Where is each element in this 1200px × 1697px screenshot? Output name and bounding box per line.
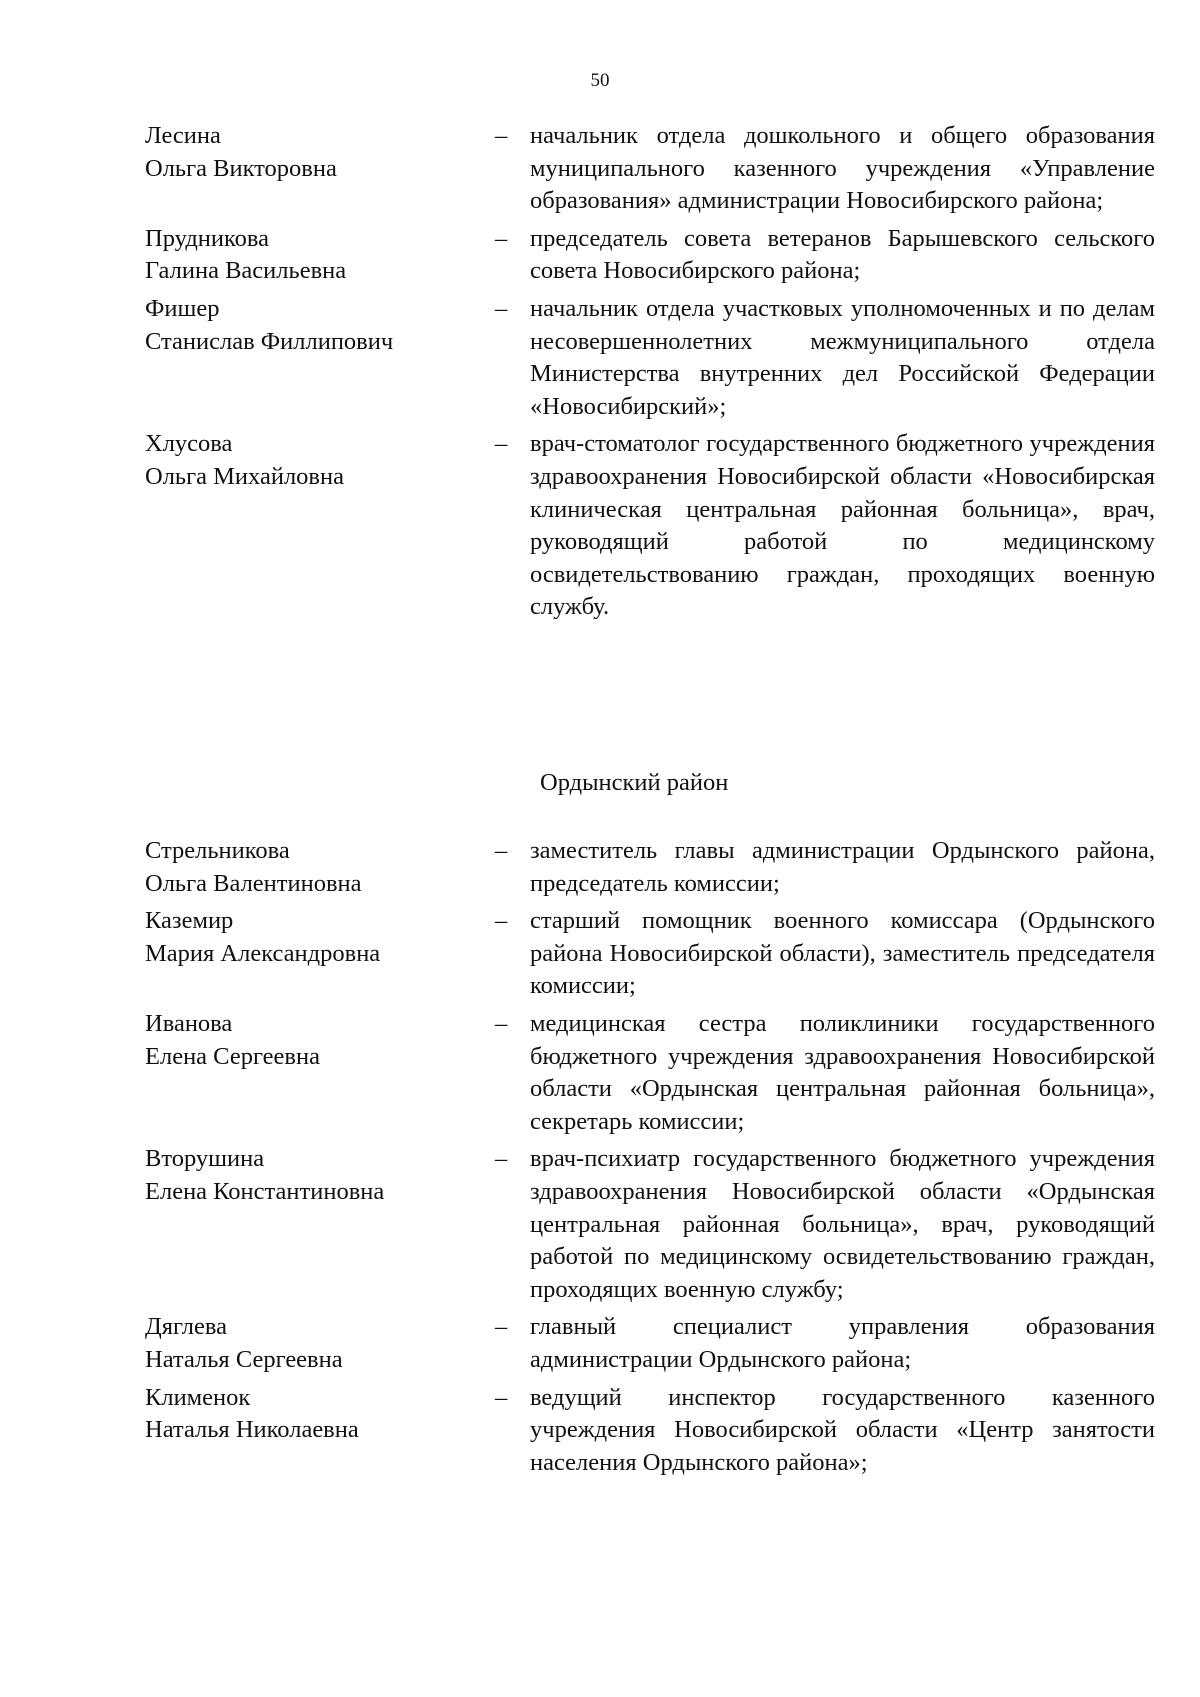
member-position: заместитель главы администрации Ордынского района, председатель комиссии; xyxy=(530,837,1155,897)
member-given-names: Станислав Филлипович xyxy=(145,327,394,355)
member-position: медицинская сестра поликлиники государственного бюджетного учреждения здравоохранения Новосибирской области «Ордынская центральная районная больница», секретарь комиссии; xyxy=(530,1009,1155,1135)
member-surname: Каземир xyxy=(145,907,234,935)
member-name xyxy=(145,293,495,358)
dash-separator: – xyxy=(495,1313,508,1341)
list-item xyxy=(145,1008,1155,1138)
dash-separator: – xyxy=(495,294,508,322)
list-item xyxy=(145,223,1155,288)
member-list-novosibirsk-district xyxy=(145,120,1155,624)
member-surname: Иванова xyxy=(145,1009,233,1037)
list-item xyxy=(145,1382,1155,1480)
dash-separator: – xyxy=(495,1383,508,1411)
member-name xyxy=(145,120,495,185)
member-position: начальник отдела дошкольного и общего образования муниципального казенного учреждения «Управление образования» администрации Новосибирского района; xyxy=(530,122,1155,215)
member-surname: Фишер xyxy=(145,294,220,322)
member-surname: Хлусова xyxy=(145,430,233,458)
member-given-names: Ольга Валентиновна xyxy=(145,869,362,897)
page-number: 50 xyxy=(590,70,610,91)
member-position: начальник отдела участковых уполномоченных и по делам несовершеннолетних межмуниципального отдела Министерства внутренних дел Российской Федерации «Новосибирский»; xyxy=(530,294,1155,420)
dash-separator: – xyxy=(495,907,508,935)
list-item xyxy=(145,905,1155,1003)
list-item xyxy=(145,120,1155,218)
member-position: врач-психиатр государственного бюджетного учреждения здравоохранения Новосибирской области «Ордынская центральная районная больница», врач, руководящий работой по медицинскому освидетельствованию граждан, проходящих военную службу; xyxy=(530,1145,1155,1303)
member-given-names: Елена Константиновна xyxy=(145,1177,385,1205)
member-name xyxy=(145,428,495,493)
member-name xyxy=(145,1143,495,1208)
list-item xyxy=(145,428,1155,624)
member-given-names: Ольга Михайловна xyxy=(145,462,344,490)
member-surname: Вторушина xyxy=(145,1145,265,1173)
member-position: старший помощник военного комиссара (Ордынского района Новосибирской области), заместитель председателя комиссии; xyxy=(530,907,1155,1000)
dash-separator: – xyxy=(495,430,508,458)
member-surname: Клименок xyxy=(145,1383,251,1411)
member-position: председатель совета ветеранов Барышевского сельского совета Новосибирского района; xyxy=(530,224,1155,285)
dash-separator: – xyxy=(495,837,508,864)
member-name xyxy=(145,1382,495,1447)
dash-separator: – xyxy=(495,122,508,149)
member-given-names: Ольга Викторовна xyxy=(145,154,337,182)
member-name xyxy=(145,223,495,288)
member-given-names: Галина Васильевна xyxy=(145,257,347,285)
member-name xyxy=(145,905,495,970)
member-given-names: Наталья Сергеевна xyxy=(145,1345,343,1373)
member-position: врач-стоматолог государственного бюджетного учреждения здравоохранения Новосибирской области «Новосибирская клиническая центральная районная больница», врач, руководящий работой по медицинскому освидетельствованию граждан, проходящих военную службу. xyxy=(530,430,1155,621)
member-given-names: Мария Александровна xyxy=(145,939,381,967)
member-position: ведущий инспектор государственного казенного учреждения Новосибирской области «Центр занятости населения Ордынского района»; xyxy=(530,1383,1155,1476)
list-item xyxy=(145,293,1155,423)
member-surname: Прудникова xyxy=(145,224,270,252)
member-name xyxy=(145,1008,495,1073)
dash-separator: – xyxy=(495,224,508,252)
member-surname: Стрельникова xyxy=(145,837,290,864)
member-given-names: Наталья Николаевна xyxy=(145,1416,359,1444)
member-name xyxy=(145,1311,495,1376)
list-item xyxy=(145,1143,1155,1306)
list-item xyxy=(145,835,1155,900)
member-given-names: Елена Сергеевна xyxy=(145,1042,320,1070)
member-surname: Дяглева xyxy=(145,1313,228,1341)
member-surname: Лесина xyxy=(145,122,221,149)
region-heading: Ордынский район xyxy=(540,769,729,796)
member-list-ordynsky-district xyxy=(145,835,1155,1479)
list-item xyxy=(145,1311,1155,1376)
member-name xyxy=(145,835,495,900)
member-position: главный специалист управления образования администрации Ордынского района; xyxy=(530,1313,1155,1373)
dash-separator: – xyxy=(495,1145,508,1173)
dash-separator: – xyxy=(495,1009,508,1037)
